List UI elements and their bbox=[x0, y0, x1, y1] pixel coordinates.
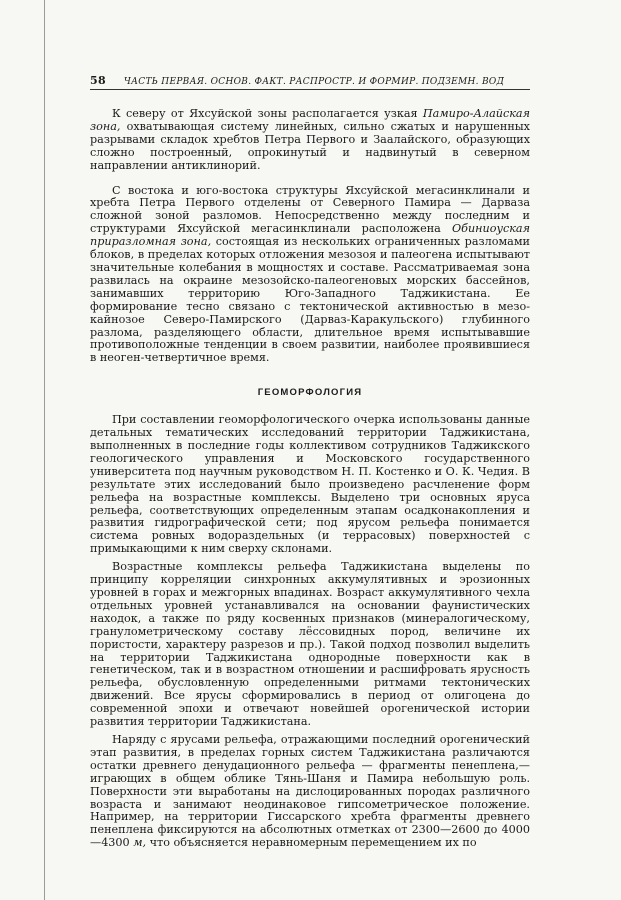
running-head bbox=[90, 74, 530, 90]
running-head-title: ЧАСТЬ ПЕРВАЯ. ОСНОВ. ФАКТ. РАСПРОСТР. И ФОРМИР. ПОДЗЕМН. ВОД bbox=[123, 77, 505, 87]
book-page bbox=[90, 74, 530, 850]
paragraph-3: При составлении геоморфологического очерка использованы данные детальных тематических исследований территории Таджикистана, выполненных в последние годы коллективом сотрудников Таджикского геологического управления и Московского государственного университета под научным руководством Н. П. Костенко и О. К. Чедия. В результате этих исследований было произведено расчленение форм рельефа на возрастные комплексы. Выделено три основных яруса рельефа, соответствующих определенным этапам осадконакопления и развития гидрографической сети; под ярусом рельефа понимается система ровных водораздельных (и террасовых) поверхностей с примыкающими к ним сверху склонами. bbox=[90, 413, 530, 556]
paragraph-1: К северу от Яхсуйской зоны располагается узкая Памиро-Алайская зона, охватывающая систему линейных, сильно сжатых и нарушенных разрывами складок хребтов Петра Первого и Заалайского, образующих сложно построенный, опрокинутый и надвинутый в северном направлении антиклинорий. bbox=[90, 107, 530, 172]
paragraph-5: Наряду с ярусами рельефа, отражающими последний орогенический этап развития, в пределах горных систем Таджикистана различаются остатки древнего денудационного рельефа — фрагменты пенеплена,— играющих в общем облике Тянь-Шаня и Памира небольшую роль. Поверхности эти выработаны на дислоцированных породах различного возраста и занимают неодинаковое гипсометрическое положение. Например, на территории Гиссарского хребта фрагменты древнего пенеплена фиксируются на абсолютных отметках от 2300—2600 до 4000—4300 м, что объясняется неравномерным перемещением их по bbox=[90, 732, 530, 850]
page-edge-line bbox=[44, 0, 45, 900]
paragraph-2: С востока и юго-востока структуры Яхсуйской мегасинклинали и хребта Петра Первого отделены от Северного Памира — Дарваза сложной зоной разломов. Непосредственно между последним и структурами Яхсуйской мегасинклинали расположена Обиниоуская приразломная зона, состоящая из нескольких ограниченных разломами блоков, в пределах которых отложения мезозоя и палеогена испытывают значительные колебания в мощностях и составе. Рассматриваемая зона развилась на окраине мезозойско-палеогеновых морских бассейнов, занимавших территорию Юго-Западного Таджикистана. Ее формирование тесно связано с тектонической активностью в мезо-кайнозое Северо-Памирского (Дарваз-Каракульского) глубинного разлома, разделяющего области, длительное время испытывавшие противоположные тенденции в своем развитии, наиболее проявившиеся в неоген-четвертичное время. bbox=[90, 183, 530, 365]
emphasis-obiniou-zone: Обиниоуская приразломная зона, bbox=[90, 222, 530, 249]
page-number: 58 bbox=[90, 74, 106, 87]
section-heading: ГЕОМОРФОЛОГИЯ bbox=[257, 387, 363, 399]
emphasis-pamiro-alai: Памиро-Алайская зона, bbox=[90, 107, 530, 133]
emphasis-unit-m: м, bbox=[133, 836, 147, 850]
paragraph-4: Возрастные комплексы рельефа Таджикистана выделены по принципу корреляции синхронных аккумулятивных и эрозионных уровней в горах и межгорных впадинах. Возраст аккумулятивного чехла отдельных уровней устанавливался на основании фаунистических находок, а также по ряду косвенных признаков (минералогическому, гранулометрическому составу лёссовидных пород, величине их пористости, характеру разрезов и пр.). Такой подход позволил выделить на территории Таджикистана однородные поверхности как в генетическом, так и в возрастном отношении и расшифровать ярусность рельефа, обусловленную определенными ритмами тектонических движений. Все ярусы сформировались в период от олигоцена до современной эпохи и отвечают новейшей орогенической истории развития территории Таджикистана. bbox=[90, 560, 530, 729]
